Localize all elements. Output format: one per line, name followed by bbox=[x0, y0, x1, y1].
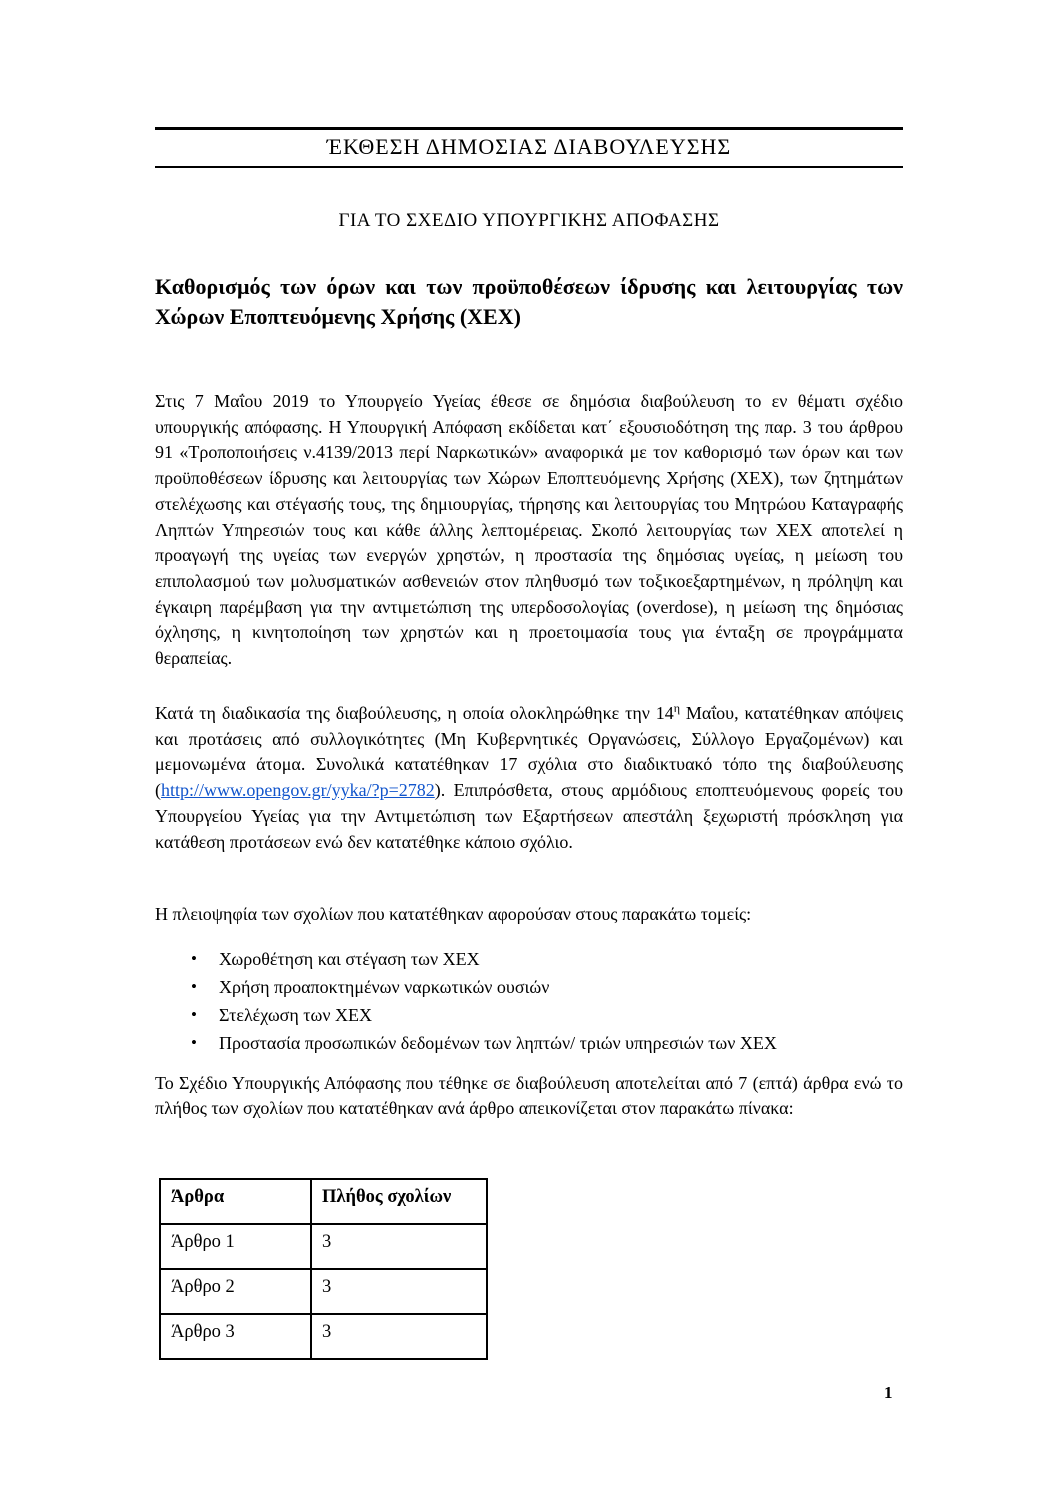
table-cell-article: Άρθρο 2 bbox=[160, 1269, 311, 1314]
paragraph-consultation-text-start: Κατά τη διαδικασία της διαβούλευσης, η οποία ολοκληρώθηκε την 14 bbox=[155, 703, 674, 723]
table-row bbox=[160, 1224, 487, 1269]
table-cell-article: Άρθρο 1 bbox=[160, 1224, 311, 1269]
list-item bbox=[155, 945, 903, 973]
document-heading: Καθορισμός των όρων και των προϋποθέσεων ίδρυσης και λειτουργίας των Χώρων Εποπτευόμενης Χρήσης (ΧΕΧ) bbox=[155, 274, 903, 329]
list-item bbox=[155, 973, 903, 1001]
list-item bbox=[155, 1001, 903, 1029]
list-item-label: Χωροθέτηση και στέγαση των ΧΕΧ bbox=[219, 948, 480, 969]
table-header-row bbox=[160, 1179, 487, 1224]
document-title: ΈΚΘΕΣΗ ΔΗΜΟΣΙΑΣ ΔΙΑΒΟΥΛΕΥΣΗΣ bbox=[326, 134, 732, 159]
table-cell-count: 3 bbox=[311, 1269, 487, 1314]
bullet-icon: • bbox=[191, 976, 197, 996]
paragraph-intro: Στις 7 Μαΐου 2019 το Υπουργείο Υγείας έθεσε σε δημόσια διαβούλευση το εν θέματι σχέδιο υπουργικής απόφασης. Η Υπουργική Απόφαση εκδίδεται κατ΄ εξουσιοδότηση της παρ. 3 του άρθρου 91 «Τροποποιήσεις ν.4139/2013 περί Ναρκωτικών» αναφορικά με τον καθορισμό των όρων και των προϋποθέσεων ίδρυσης και λειτουργίας των Χώρων Εποπτευόμενης Χρήσης (ΧΕΧ), των ζητημάτων στελέχωσης και στέγασής τους, της δημιουργίας, τήρησης και λειτουργίας του Μητρώου Καταγραφής Ληπτών Υπηρεσιών τους και κάθε άλλης λεπτομέρειας. Σκοπό λειτουργίας των ΧΕΧ αποτελεί η προαγωγή της υγείας των ενεργών χρηστών, η προστασία της δημόσιας υγείας, η μείωση του επιπολασμού των μολυσματικών ασθενειών στον πληθυσμό των τοξικοεξαρτημένων, η πρόληψη και έγκαιρη παρέμβαση για την αντιμετώπιση της υπερδοσολογίας (overdose), η μείωση της δημόσιας όχλησης, η κινητοποίηση των χρηστών και η προετοιμασία τους για ένταξη σε προγράμματα θεραπείας. bbox=[155, 391, 903, 669]
table-cell-article: Άρθρο 3 bbox=[160, 1314, 311, 1359]
table-header-comment-count: Πλήθος σχολίων bbox=[311, 1179, 487, 1224]
bullet-icon: • bbox=[191, 948, 197, 968]
title-block bbox=[155, 127, 903, 168]
paragraph-consultation-text-mid: Μαΐου, κατατέθηκαν απόψεις και προτάσεις από συλλογικότητες (Μη Κυβερνητικές Οργανώσεις, Σύλλογο Εργαζομένων) και μεμονωμένα άτομα. Συνολικά κατατέθηκαν 17 σχόλια στο διαδικτυακό τόπο της διαβούλευσης ( bbox=[155, 703, 903, 801]
list-item bbox=[155, 1029, 903, 1057]
table-cell-count: 3 bbox=[311, 1224, 487, 1269]
paragraph-articles-count: Το Σχέδιο Υπουργικής Απόφασης που τέθηκε σε διαβούλευση αποτελείται από 7 (επτά) άρθρα ενώ το πλήθος των σχολίων που κατατέθηκαν ανά άρθρο απεικονίζεται στον παρακάτω πίνακα: bbox=[155, 1072, 903, 1119]
ordinal-superscript: η bbox=[673, 701, 681, 715]
document-subtitle: ΓΙΑ ΤΟ ΣΧΕΔΙΟ ΥΠΟΥΡΓΙΚΗΣ ΑΠΟΦΑΣΗΣ bbox=[338, 210, 720, 231]
table-cell-count: 3 bbox=[311, 1314, 487, 1359]
bullet-icon: • bbox=[191, 1004, 197, 1024]
consultation-link[interactable]: http://www.opengov.gr/yyka/?p=2782 bbox=[161, 780, 435, 801]
comments-per-article-table bbox=[159, 1178, 488, 1360]
document-content bbox=[155, 0, 903, 1360]
list-item-label: Στελέχωση των ΧΕΧ bbox=[219, 1004, 372, 1025]
table-header-articles: Άρθρα bbox=[160, 1179, 311, 1224]
paragraph-consultation-text-end: ). Επιπρόσθετα, στους αρμόδιους εποπτευόμενους φορείς του Υπουργείου Υγείας για την Αντιμετώπιση των Εξαρτήσεων απεστάλη ξεχωριστή πρόσκληση για κατάθεση προτάσεων ενώ δεν κατατέθηκε κάποιο σχόλιο. bbox=[155, 780, 903, 852]
bullet-icon: • bbox=[191, 1032, 197, 1052]
list-item-label: Προστασία προσωπικών δεδομένων των ληπτών/ τριών υπηρεσιών των ΧΕΧ bbox=[219, 1032, 777, 1053]
table-row bbox=[160, 1314, 487, 1359]
list-item-label: Χρήση προαποκτημένων ναρκωτικών ουσιών bbox=[219, 976, 550, 997]
page-number: 1 bbox=[884, 1383, 893, 1402]
paragraph-majority-topics: Η πλειοψηφία των σχολίων που κατατέθηκαν αφορούσαν στους παρακάτω τομείς: bbox=[155, 904, 752, 924]
topics-list bbox=[155, 945, 903, 1057]
table-row bbox=[160, 1269, 487, 1314]
paragraph-consultation-results bbox=[155, 701, 903, 881]
